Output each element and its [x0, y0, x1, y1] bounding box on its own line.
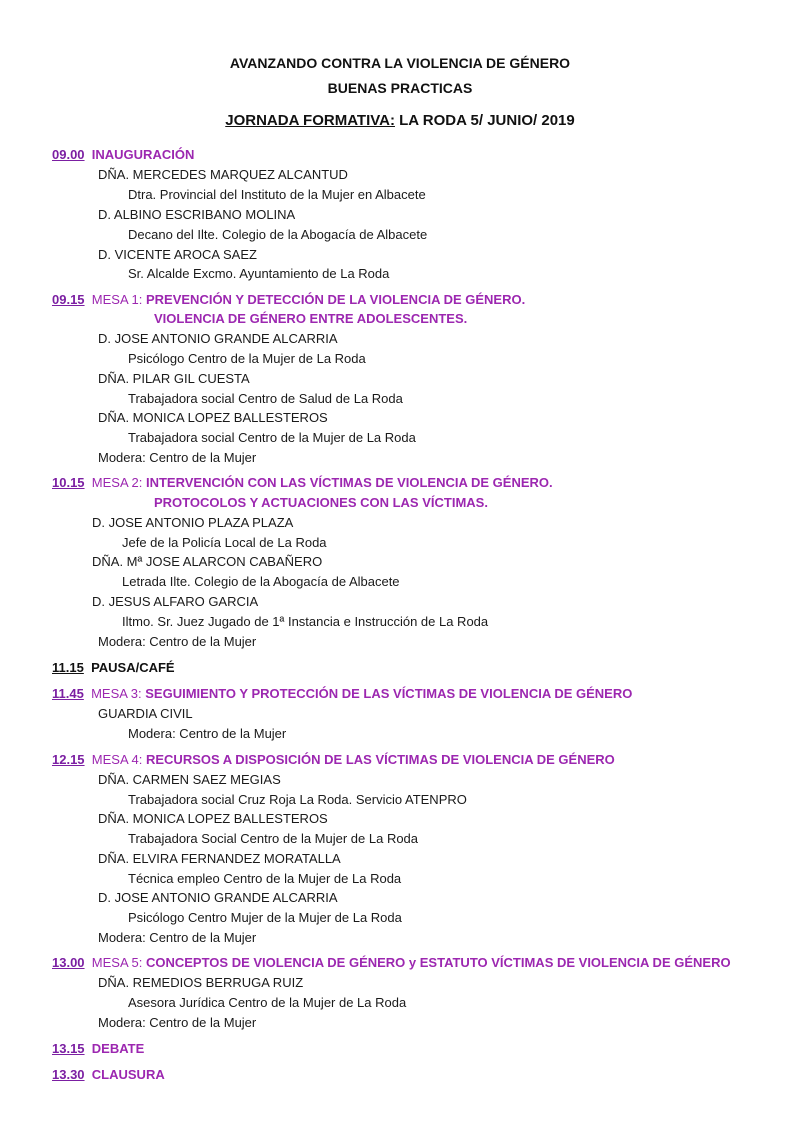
schedule-item-1215 [52, 752, 615, 768]
speaker-role: Trabajadora social Centro de la Mujer de La Roda [128, 430, 416, 445]
schedule-item-1315 [52, 1041, 144, 1057]
session-title: INTERVENCIÓN CON LAS VÍCTIMAS DE VIOLENCIA DE GÉNERO. [145, 475, 553, 490]
speaker-role: Técnica empleo Centro de la Mujer de La Roda [128, 871, 402, 886]
speaker-name: DÑA. Mª JOSE ALARCON CABAÑERO [92, 554, 323, 569]
session-title-continued: PROTOCOLOS Y ACTUACIONES CON LAS VÍCTIMAS. [154, 495, 488, 510]
session-title: DEBATE [91, 1041, 145, 1056]
speaker-role: Dtra. Provincial del Instituto de la Mujer en Albacete [128, 187, 426, 202]
speaker-name: GUARDIA CIVIL [98, 706, 193, 721]
speaker-role: Trabajadora social Centro de Salud de La Roda [128, 391, 403, 406]
schedule-item-1015 [52, 475, 553, 491]
schedule-item-1145 [52, 686, 632, 702]
session-title-continued: VIOLENCIA DE GÉNERO ENTRE ADOLESCENTES. [154, 311, 468, 326]
speaker-name: D. VICENTE AROCA SAEZ [98, 247, 257, 262]
schedule-item-1300 [52, 955, 731, 971]
moderator: Modera: Centro de la Mujer [128, 726, 287, 741]
session-title: INAUGURACIÓN [91, 147, 195, 162]
speaker-name: D. JESUS ALFARO GARCIA [92, 594, 259, 609]
schedule-item-0900 [52, 147, 194, 163]
speaker-name: DÑA. CARMEN SAEZ MEGIAS [98, 772, 281, 787]
moderator: Modera: Centro de la Mujer [98, 930, 257, 945]
jornada-line [0, 112, 800, 129]
speaker-name: DÑA. REMEDIOS BERRUGA RUIZ [98, 975, 304, 990]
time-label: 11.45 [52, 686, 84, 701]
speaker-role: Jefe de la Policía Local de La Roda [122, 535, 327, 550]
speaker-name: D. ALBINO ESCRIBANO MOLINA [98, 207, 296, 222]
session-title: CLAUSURA [91, 1067, 165, 1082]
jornada-value: LA RODA 5/ JUNIO/ 2019 [394, 112, 575, 129]
speaker-name: D. JOSE ANTONIO PLAZA PLAZA [92, 515, 294, 530]
session-title: PAUSA/CAFÉ [91, 660, 175, 675]
time-label: 10.15 [52, 475, 85, 490]
time-label: 13.15 [52, 1041, 85, 1056]
time-label: 13.00 [52, 955, 85, 970]
speaker-role: Trabajadora Social Centro de la Mujer de La Roda [128, 831, 419, 846]
speaker-role: Asesora Jurídica Centro de la Mujer de La Roda [128, 995, 407, 1010]
moderator: Modera: Centro de la Mujer [98, 1015, 257, 1030]
session-title: CONCEPTOS DE VIOLENCIA DE GÉNERO y ESTATUTO VÍCTIMAS DE VIOLENCIA DE GÉNERO [145, 955, 731, 970]
speaker-name: DÑA. MONICA LOPEZ BALLESTEROS [98, 410, 328, 425]
document-title: AVANZANDO CONTRA LA VIOLENCIA DE GÉNERO [229, 55, 571, 71]
speaker-name: DÑA. ELVIRA FERNANDEZ MORATALLA [98, 851, 341, 866]
moderator: Modera: Centro de la Mujer [98, 450, 257, 465]
speaker-name: DÑA. MERCEDES MARQUEZ ALCANTUD [98, 167, 348, 182]
mesa-label: MESA 3: [91, 686, 142, 701]
mesa-label: MESA 5: [91, 955, 143, 970]
speaker-role: Sr. Alcalde Excmo. Ayuntamiento de La Roda [128, 266, 390, 281]
speaker-role: Decano del Ilte. Colegio de la Abogacía de Albacete [128, 227, 428, 242]
speaker-name: D. JOSE ANTONIO GRANDE ALCARRIA [98, 331, 338, 346]
session-title: RECURSOS A DISPOSICIÓN DE LAS VÍCTIMAS DE VIOLENCIA DE GÉNERO [145, 752, 615, 767]
document-subtitle: BUENAS PRACTICAS [327, 80, 473, 96]
mesa-label: MESA 4: [91, 752, 143, 767]
schedule-item-1115 [52, 660, 175, 676]
speaker-name: DÑA. MONICA LOPEZ BALLESTEROS [98, 811, 328, 826]
time-label: 13.30 [52, 1067, 85, 1082]
time-label: 12.15 [52, 752, 85, 767]
speaker-name: D. JOSE ANTONIO GRANDE ALCARRIA [98, 890, 338, 905]
speaker-role: Iltmo. Sr. Juez Jugado de 1ª Instancia e Instrucción de La Roda [122, 614, 489, 629]
schedule-item-0915 [52, 292, 525, 308]
speaker-role: Psicólogo Centro de la Mujer de La Roda [128, 351, 366, 366]
schedule-item-1330 [52, 1067, 165, 1083]
time-label: 11.15 [52, 660, 84, 675]
session-title: SEGUIMIENTO Y PROTECCIÓN DE LAS VÍCTIMAS DE VIOLENCIA DE GÉNERO [145, 686, 633, 701]
speaker-name: DÑA. PILAR GIL CUESTA [98, 371, 250, 386]
session-title: PREVENCIÓN Y DETECCIÓN DE LA VIOLENCIA DE GÉNERO. [145, 292, 526, 307]
moderator: Modera: Centro de la Mujer [98, 634, 257, 649]
time-label: 09.15 [52, 292, 85, 307]
speaker-role: Trabajadora social Cruz Roja La Roda. Servicio ATENPRO [128, 792, 467, 807]
mesa-label: MESA 2: [91, 475, 143, 490]
jornada-label: JORNADA FORMATIVA: [225, 112, 395, 129]
speaker-role: Psicólogo Centro Mujer de la Mujer de La Roda [128, 910, 402, 925]
time-label: 09.00 [52, 147, 85, 162]
speaker-role: Letrada Ilte. Colegio de la Abogacía de Albacete [122, 574, 400, 589]
mesa-label: MESA 1: [91, 292, 143, 307]
